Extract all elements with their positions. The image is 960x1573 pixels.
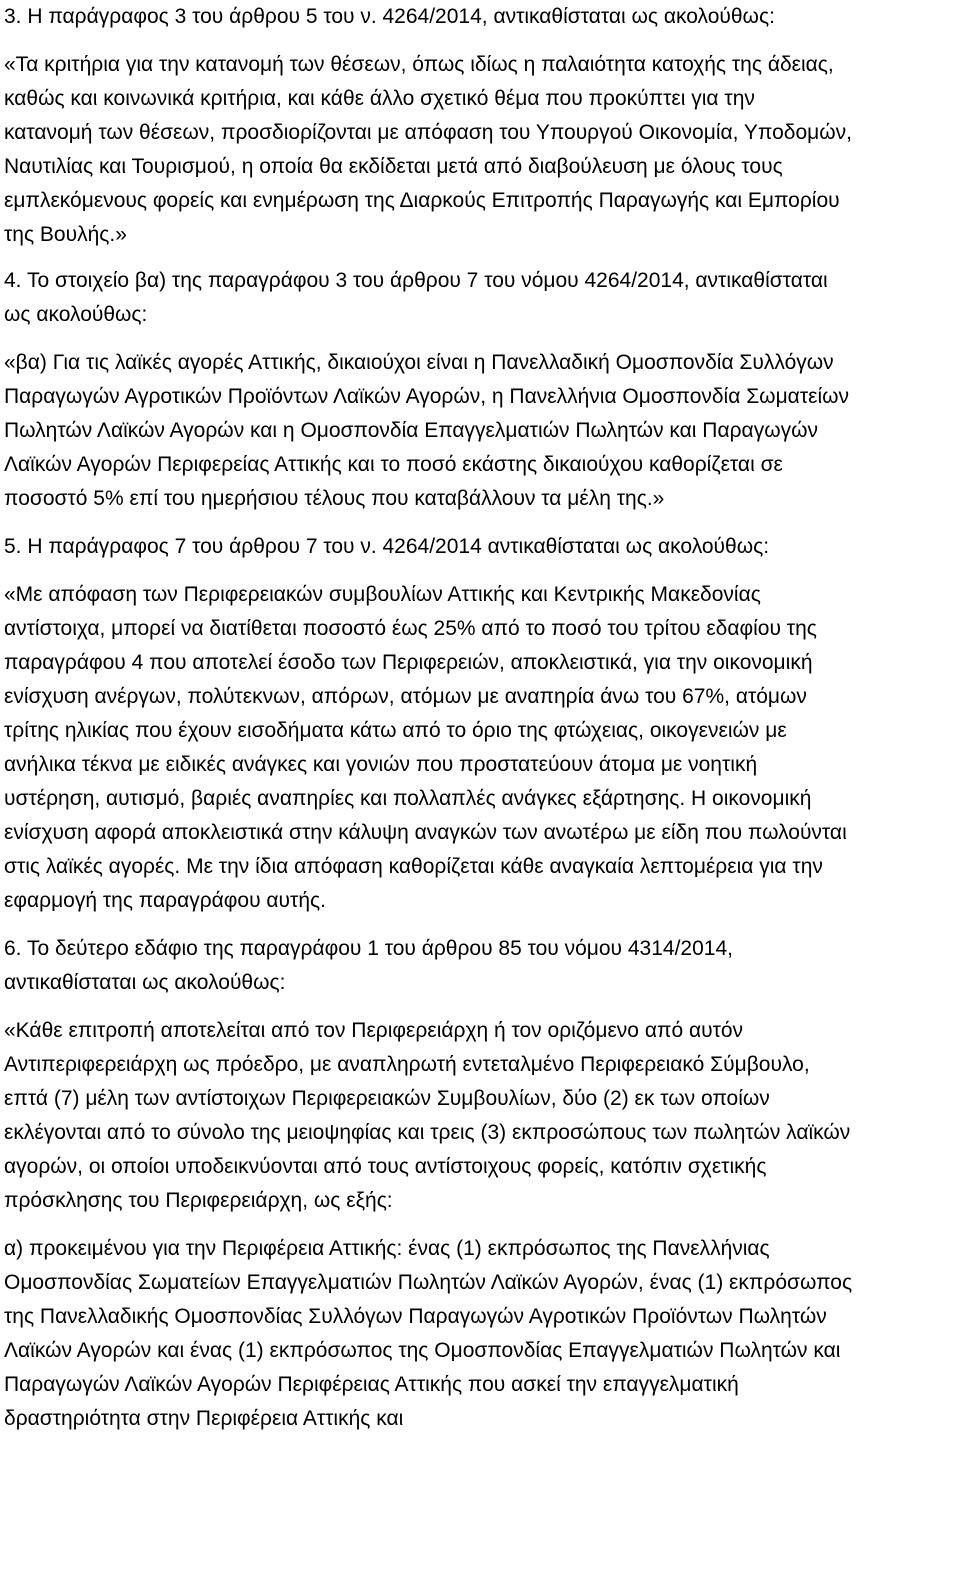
text-line: παραγράφου 4 που αποτελεί έσοδο των Περιφερειών, αποκλειστικά, για την οικονομική xyxy=(4,651,813,674)
text-line: 4. Το στοιχείο βα) της παραγράφου 3 του άρθρου 7 του νόμου 4264/2014, αντικαθίσταται xyxy=(4,269,828,292)
text-line: κατανομή των θέσεων, προσδιορίζονται με απόφαση του Υπουργού Οικονομία, Υποδομών, xyxy=(4,121,852,144)
text-line: Παραγωγών Λαϊκών Αγορών Περιφέρειας Αττικής που ασκεί την επαγγελματική xyxy=(4,1373,739,1396)
paragraph-6-heading xyxy=(4,932,956,1000)
text-line: στις λαϊκές αγορές. Με την ίδια απόφαση καθορίζεται κάθε αναγκαία λεπτομέρεια για την xyxy=(4,855,823,878)
text-line: Λαϊκών Αγορών και ένας (1) εκπρόσωπος της Ομοσπονδίας Επαγγελματιών Πωλητών και xyxy=(4,1339,841,1362)
text-line: δραστηριότητα στην Περιφέρεια Αττικής και xyxy=(4,1407,404,1430)
text-line: εκλέγονται από το σύνολο της μειοψηφίας και τρεις (3) εκπροσώπους των πωλητών λαϊκών xyxy=(4,1121,851,1144)
paragraph-6-item-a xyxy=(4,1232,956,1436)
paragraph-3-heading xyxy=(4,0,956,34)
text-line: καθώς και κοινωνικά κριτήρια, και κάθε άλλο σχετικό θέμα που προκύπτει για την xyxy=(4,87,755,110)
document-page xyxy=(4,0,956,1436)
text-line: τρίτης ηλικίας που έχουν εισοδήματα κάτω από το όριο της φτώχειας, οικογενειών με xyxy=(4,719,787,742)
text-line: «Με απόφαση των Περιφερειακών συμβουλίων Αττικής και Κεντρικής Μακεδονίας xyxy=(4,583,761,606)
text-line: 5. Η παράγραφος 7 του άρθρου 7 του ν. 4264/2014 αντικαθίσταται ως ακολούθως: xyxy=(4,535,770,558)
text-line: Ναυτιλίας και Τουρισμού, η οποία θα εκδίδεται μετά από διαβούλευση με όλους τους xyxy=(4,155,783,178)
text-line: ποσοστό 5% επί του ημερήσιου τέλους που καταβάλλουν τα μέλη της.» xyxy=(4,487,665,510)
paragraph-4-quote xyxy=(4,346,956,516)
text-line: Ομοσπονδίας Σωματείων Επαγγελματιών Πωλητών Λαϊκών Αγορών, ένας (1) εκπρόσωπος xyxy=(4,1271,853,1294)
paragraph-6-quote xyxy=(4,1014,956,1218)
paragraph-3-quote xyxy=(4,48,956,252)
text-line: αντίστοιχα, μπορεί να διατίθεται ποσοστό έως 25% από το ποσό του τρίτου εδαφίου της xyxy=(4,617,817,640)
text-line: της Πανελλαδικής Ομοσπονδίας Συλλόγων Παραγωγών Αγροτικών Προϊόντων Πωλητών xyxy=(4,1305,827,1328)
text-line: αγορών, οι οποίοι υποδεικνύονται από τους αντίστοιχους φορείς, κατόπιν σχετικής xyxy=(4,1155,767,1178)
text-line: αντικαθίσταται ως ακολούθως: xyxy=(4,971,286,994)
text-line: Παραγωγών Αγροτικών Προϊόντων Λαϊκών Αγορών, η Πανελλήνια Ομοσπονδία Σωματείων xyxy=(4,385,850,408)
text-line: πρόσκλησης του Περιφερειάρχη, ως εξής: xyxy=(4,1189,393,1212)
text-line: «Κάθε επιτροπή αποτελείται από τον Περιφερειάρχη ή τον οριζόμενο από αυτόν xyxy=(4,1019,744,1042)
text-line: Πωλητών Λαϊκών Αγορών και η Ομοσπονδία Επαγγελματιών Πωλητών και Παραγωγών xyxy=(4,419,818,442)
paragraph-4-heading xyxy=(4,264,956,332)
text-line: ανήλικα τέκνα με ειδικές ανάγκες και γονιών που προστατεύουν άτομα με νοητική xyxy=(4,753,758,776)
text-line: της Βουλής.» xyxy=(4,223,127,246)
text-line: υστέρηση, αυτισμό, βαριές αναπηρίες και πολλαπλές ανάγκες εξάρτησης. Η οικονομική xyxy=(4,787,812,810)
text-line: επτά (7) μέλη των αντίστοιχων Περιφερειακών Συμβουλίων, δύο (2) εκ των οποίων xyxy=(4,1087,770,1110)
text-line: εμπλεκόμενους φορείς και ενημέρωση της Διαρκούς Επιτροπής Παραγωγής και Εμπορίου xyxy=(4,189,840,212)
paragraph-5-quote xyxy=(4,578,956,918)
text-line: ενίσχυση αφορά αποκλειστικά στην κάλυψη αναγκών των ανωτέρω με είδη που πωλούνται xyxy=(4,821,847,844)
text-line: ως ακολούθως: xyxy=(4,303,148,326)
paragraph-5-heading xyxy=(4,530,956,564)
text-line: Λαϊκών Αγορών Περιφερείας Αττικής και το ποσό εκάστης δικαιούχου καθορίζεται σε xyxy=(4,453,783,476)
text-line: Αντιπεριφερειάρχη ως πρόεδρο, με αναπληρωτή εντεταλμένο Περιφερειακό Σύμβουλο, xyxy=(4,1053,810,1076)
text-line: «Τα κριτήρια για την κατανομή των θέσεων, όπως ιδίως η παλαιότητα κατοχής της άδειας, xyxy=(4,53,834,76)
text-line: 6. Το δεύτερο εδάφιο της παραγράφου 1 του άρθρου 85 του νόμου 4314/2014, xyxy=(4,937,733,960)
text-line: εφαρμογή της παραγράφου αυτής. xyxy=(4,889,326,912)
text-line: ενίσχυση ανέργων, πολύτεκνων, απόρων, ατόμων με αναπηρία άνω του 67%, ατόμων xyxy=(4,685,807,708)
text-line: α) προκειμένου για την Περιφέρεια Αττικής: ένας (1) εκπρόσωπος της Πανελλήνιας xyxy=(4,1237,770,1260)
text-line: 3. Η παράγραφος 3 του άρθρου 5 του ν. 4264/2014, αντικαθίσταται ως ακολούθως: xyxy=(4,5,775,28)
text-line: «βα) Για τις λαϊκές αγορές Αττικής, δικαιούχοι είναι η Πανελλαδική Ομοσπονδία Συλλόγων xyxy=(4,351,834,374)
